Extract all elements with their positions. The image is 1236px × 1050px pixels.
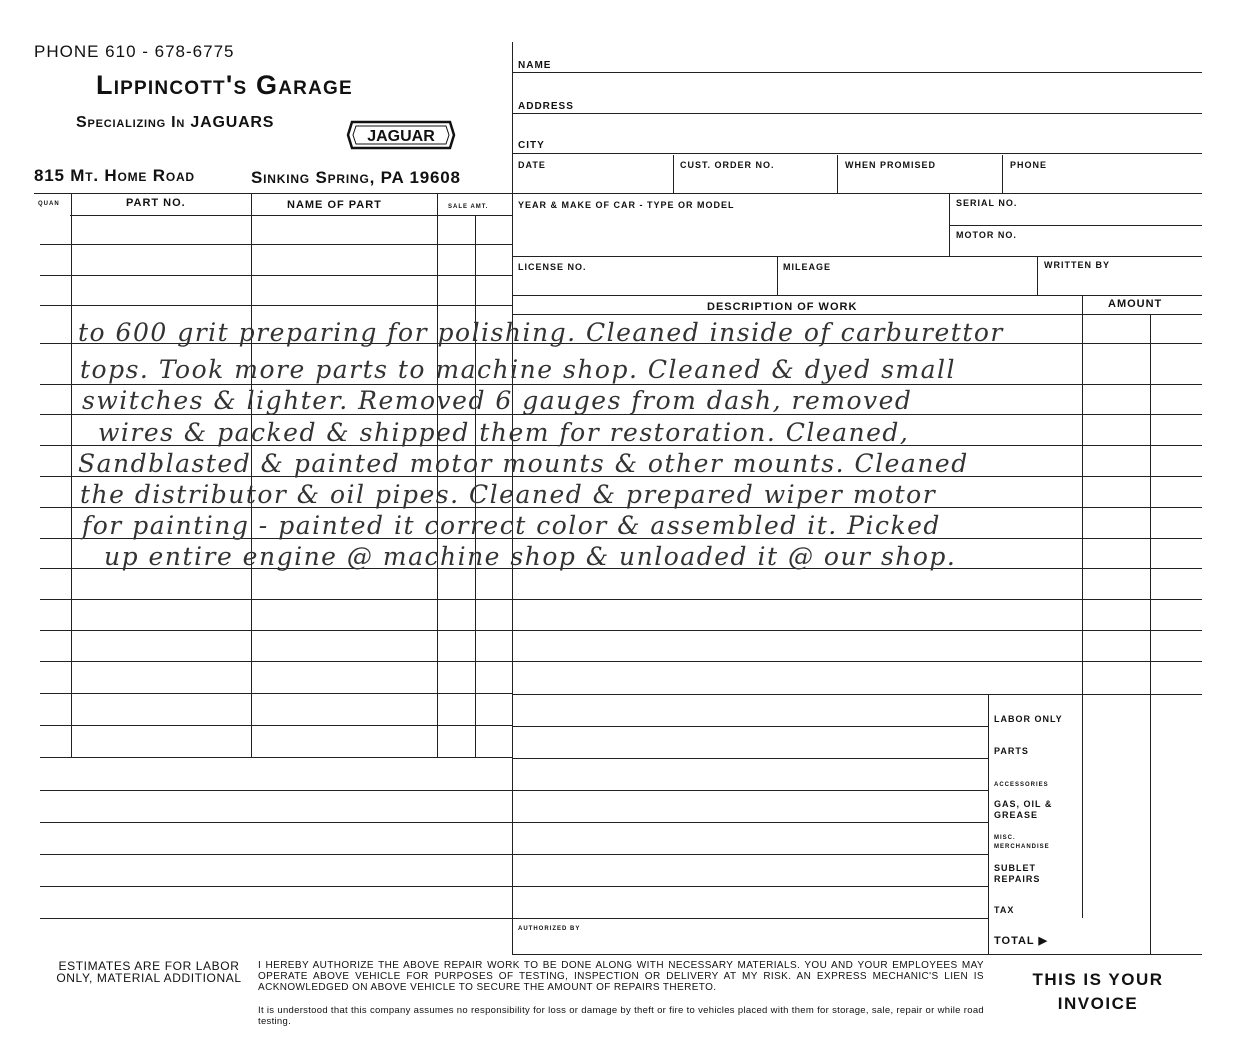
liability-text: It is understood that this company assumes no responsibility for loss or damage by theft or fire to vehicles placed with them for storage, sale, repair or while road testing. <box>258 1005 984 1027</box>
address-label: ADDRESS <box>518 101 574 112</box>
amount-header: AMOUNT <box>1108 298 1163 310</box>
work-row-line <box>512 726 988 727</box>
license-divider-2 <box>1037 257 1038 295</box>
parts-row-line <box>40 630 512 631</box>
handwritten-line: for painting - painted it correct color & assembled it. Picked <box>82 511 941 540</box>
invoice-note: THIS IS YOUR INVOICE <box>1032 970 1164 1013</box>
work-row-line <box>512 758 988 759</box>
city-state: Sinking Spring, PA 19608 <box>251 168 461 187</box>
handwritten-line: up entire engine @ machine shop & unloaded it @ our shop. <box>104 542 957 571</box>
name-of-part-header: NAME OF PART <box>287 199 382 211</box>
vehicle-row-line <box>512 256 1202 257</box>
description-header: DESCRIPTION OF WORK <box>707 301 858 313</box>
quan-divider <box>71 193 72 757</box>
parts-total-label: PARTS <box>994 746 1029 756</box>
jaguar-logo <box>346 120 456 150</box>
work-row-line <box>512 630 1202 631</box>
handwritten-line: tops. Took more parts to machine shop. Cleaned & dyed small <box>80 355 957 384</box>
lower-left-line <box>40 790 512 791</box>
amount-divider <box>1082 296 1083 918</box>
street-address: 815 Mt. Home Road <box>34 166 195 185</box>
name-line <box>512 72 1202 73</box>
part-no-header: PART NO. <box>126 197 186 209</box>
date-divider-2 <box>837 155 838 193</box>
phone-number: PHONE 610 - 678-6775 <box>34 42 235 61</box>
handwritten-line: the distributor & oil pipes. Cleaned & prepared wiper motor <box>80 480 937 509</box>
form-bottom-line <box>512 954 1202 955</box>
handwritten-line: wires & packed & shipped them for restoration. Cleaned, <box>98 418 910 447</box>
date-divider-3 <box>1002 155 1003 193</box>
year-make-label: YEAR & MAKE OF CAR - TYPE OR MODEL <box>518 200 735 210</box>
sale-amt-header: SALE AMT. <box>448 204 489 210</box>
work-row-line <box>512 822 988 823</box>
name-label: NAME <box>518 60 552 71</box>
lower-left-line <box>40 854 512 855</box>
serial-divider <box>949 194 950 256</box>
total-label: TOTAL ▶ <box>994 935 1048 947</box>
misc-merchandise-label: MISC. MERCHANDISE <box>994 835 1050 850</box>
customer-phone-label: PHONE <box>1010 160 1048 170</box>
city-line <box>512 153 1202 154</box>
accessories-label: ACCESSORIES <box>994 782 1049 788</box>
serial-no-label: SERIAL NO. <box>956 198 1018 208</box>
labor-only-label: LABOR ONLY <box>994 714 1063 724</box>
cust-order-label: CUST. ORDER NO. <box>680 160 775 170</box>
work-row-line <box>512 790 988 791</box>
quan-header: QUAN <box>38 201 60 207</box>
description-header-line <box>512 314 1202 315</box>
mileage-label: MILEAGE <box>783 262 832 272</box>
authorized-line <box>512 918 988 919</box>
lower-left-line <box>40 918 512 919</box>
date-label: DATE <box>518 160 546 170</box>
work-row-line <box>512 854 988 855</box>
address-line <box>512 113 1202 114</box>
parts-row-line <box>40 244 512 245</box>
work-row-line <box>512 886 988 887</box>
specialty-text: Specializing In JAGUARS <box>76 114 275 131</box>
date-row-line <box>512 193 1202 194</box>
parts-bottom-line <box>40 757 512 758</box>
handwritten-line: Sandblasted & painted motor mounts & other mounts. Cleaned <box>78 449 969 478</box>
authorized-by-label: AUTHORIZED BY <box>518 926 581 932</box>
parts-row-line <box>40 275 512 276</box>
lower-left-line <box>40 886 512 887</box>
parts-row-line <box>40 305 512 306</box>
lower-left-line <box>40 822 512 823</box>
parts-header-line <box>70 215 512 216</box>
work-row-line <box>512 599 1202 600</box>
parts-row-line <box>40 599 512 600</box>
business-name: Lippincott's Garage <box>96 70 353 100</box>
handwritten-line: to 600 grit preparing for polishing. Cleaned inside of carburettor <box>78 318 1004 347</box>
estimates-note: ESTIMATES ARE FOR LABOR ONLY, MATERIAL ADDITIONAL <box>56 959 242 985</box>
jaguar-logo-text: JAGUAR <box>367 128 435 145</box>
work-bottom-line <box>512 694 1202 695</box>
written-by-label: WRITTEN BY <box>1044 260 1110 270</box>
work-row-line <box>512 661 1202 662</box>
license-divider-1 <box>777 257 778 295</box>
jaguar-logo-badge <box>346 120 456 150</box>
parts-row-line <box>40 725 512 726</box>
parts-row-line <box>40 661 512 662</box>
totals-divider <box>988 694 989 954</box>
city-label: CITY <box>518 140 545 151</box>
handwritten-line: switches & lighter. Removed 6 gauges from dash, removed <box>82 386 913 415</box>
parts-top-line <box>34 193 512 194</box>
license-no-label: LICENSE NO. <box>518 262 587 272</box>
cents-divider <box>1150 314 1151 954</box>
hw-baseline <box>40 384 1202 385</box>
sublet-repairs-label: SUBLET REPAIRS <box>994 863 1041 884</box>
gas-oil-grease-label: GAS, OIL & GREASE <box>994 799 1053 820</box>
serial-line <box>950 225 1202 226</box>
date-divider-1 <box>673 155 674 193</box>
authorization-text: I HEREBY AUTHORIZE THE ABOVE REPAIR WORK TO BE DONE ALONG WITH NECESSARY MATERIALS. YOU AND YOUR EMPLOYEES MAY OPERATE ABOVE VEHICLE FOR PURPOSES OF TESTING, INSPECTION OR DELIVERY AT MY RISK. AN EXPRESS MECHANIC'S LIEN IS ACKNOWLEDGED ON ABOVE VEHICLE TO SECURE THE AMOUNT OF REPAIRS THERETO. <box>258 960 984 993</box>
parts-row-line <box>40 693 512 694</box>
motor-no-label: MOTOR NO. <box>956 230 1017 240</box>
when-promised-label: WHEN PROMISED <box>845 160 937 170</box>
license-row-line <box>512 295 1202 296</box>
tax-label: TAX <box>994 905 1015 915</box>
